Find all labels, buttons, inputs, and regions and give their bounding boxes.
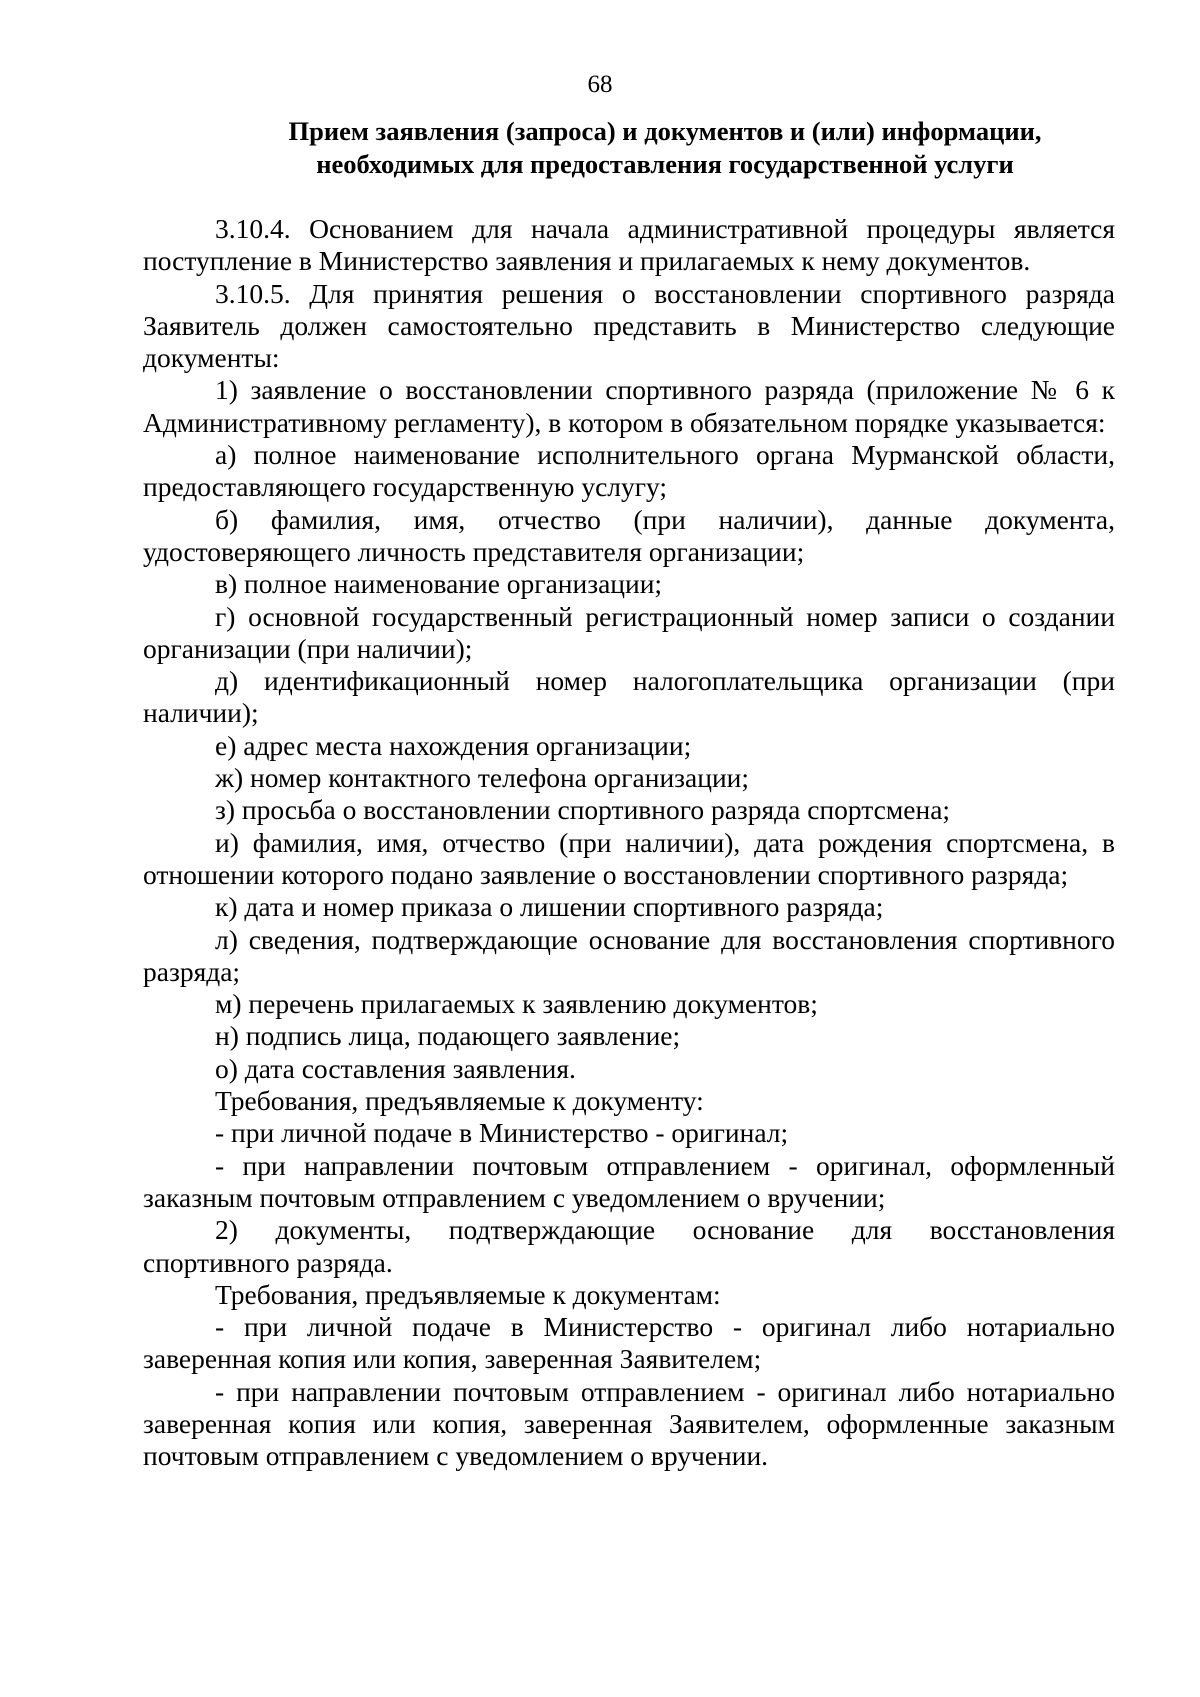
requirement-in-person-copies: - при личной подаче в Министерство - оригинал либо нотариально заверенная копия или копия, заверенная Заявителем; — [143, 1311, 1115, 1375]
list-item-b: б) фамилия, имя, отчество (при наличии), данные документа, удостоверяющего личность представителя организации; — [143, 503, 1115, 567]
requirement-in-person-original: - при личной подаче в Министерство - оригинал; — [215, 1117, 789, 1149]
list-item-d: д) идентификационный номер налогоплательщика организации (при наличии); — [143, 665, 1115, 729]
list-item-z: з) просьба о восстановлении спортивного разряда спортсмена; — [215, 794, 951, 826]
list-item-1: 1) заявление о восстановлении спортивного разряда (приложение № 6 к Административному регламенту), в котором в обязательном порядке указывается: — [143, 374, 1115, 438]
list-item-l: л) сведения, подтверждающие основание для восстановления спортивного разряда; — [143, 923, 1115, 987]
list-item-a: а) полное наименование исполнительного органа Мурманской области, предоставляющего государственную услугу; — [143, 439, 1115, 503]
document-body — [143, 213, 1115, 1473]
section-heading-line-2: необходимых для предоставления государственной услуги — [316, 149, 1014, 179]
list-item-k: к) дата и номер приказа о лишении спортивного разряда; — [215, 891, 884, 923]
requirement-by-mail-copies: - при направлении почтовым отправлением - оригинал либо нотариально заверенная копия или копия, заверенная Заявителем, оформленные заказным почтовым отправлением с уведомлением о вручении. — [143, 1375, 1115, 1472]
list-item-g: г) основной государственный регистрационный номер записи о создании организации (при наличии); — [143, 600, 1115, 664]
list-item-e: е) адрес места нахождения организации; — [215, 729, 692, 761]
requirements-document-heading: Требования, предъявляемые к документу: — [215, 1085, 704, 1117]
list-item-i: и) фамилия, имя, отчество (при наличии), дата рождения спортсмена, в отношении которого подано заявление о восстановлении спортивного разряда; — [143, 826, 1115, 890]
section-heading — [230, 115, 1100, 181]
list-item-2: 2) документы, подтверждающие основание для восстановления спортивного разряда. — [143, 1214, 1115, 1278]
requirements-documents-heading: Требования, предъявляемые к документам: — [215, 1278, 721, 1310]
list-item-v: в) полное наименование организации; — [215, 568, 663, 600]
list-item-n: н) подпись лица, подающего заявление; — [215, 1020, 681, 1052]
list-item-zh: ж) номер контактного телефона организации; — [215, 762, 750, 794]
paragraph-3-10-4: 3.10.4. Основанием для начала административной процедуры является поступление в Министерство заявления и прилагаемых к нему документов. — [143, 213, 1115, 277]
requirement-by-mail-original: - при направлении почтовым отправлением - оригинал, оформленный заказным почтовым отправлением с уведомлением о вручении; — [143, 1149, 1115, 1213]
page-number: 68 — [587, 71, 613, 98]
list-item-o: о) дата составления заявления. — [215, 1052, 576, 1084]
list-item-m: м) перечень прилагаемых к заявлению документов; — [215, 988, 818, 1020]
paragraph-3-10-5: 3.10.5. Для принятия решения о восстановлении спортивного разряда Заявитель должен самостоятельно представить в Министерство следующие документы: — [143, 277, 1115, 374]
section-heading-line-1: Прием заявления (запроса) и документов и (или) информации, — [288, 116, 1042, 146]
